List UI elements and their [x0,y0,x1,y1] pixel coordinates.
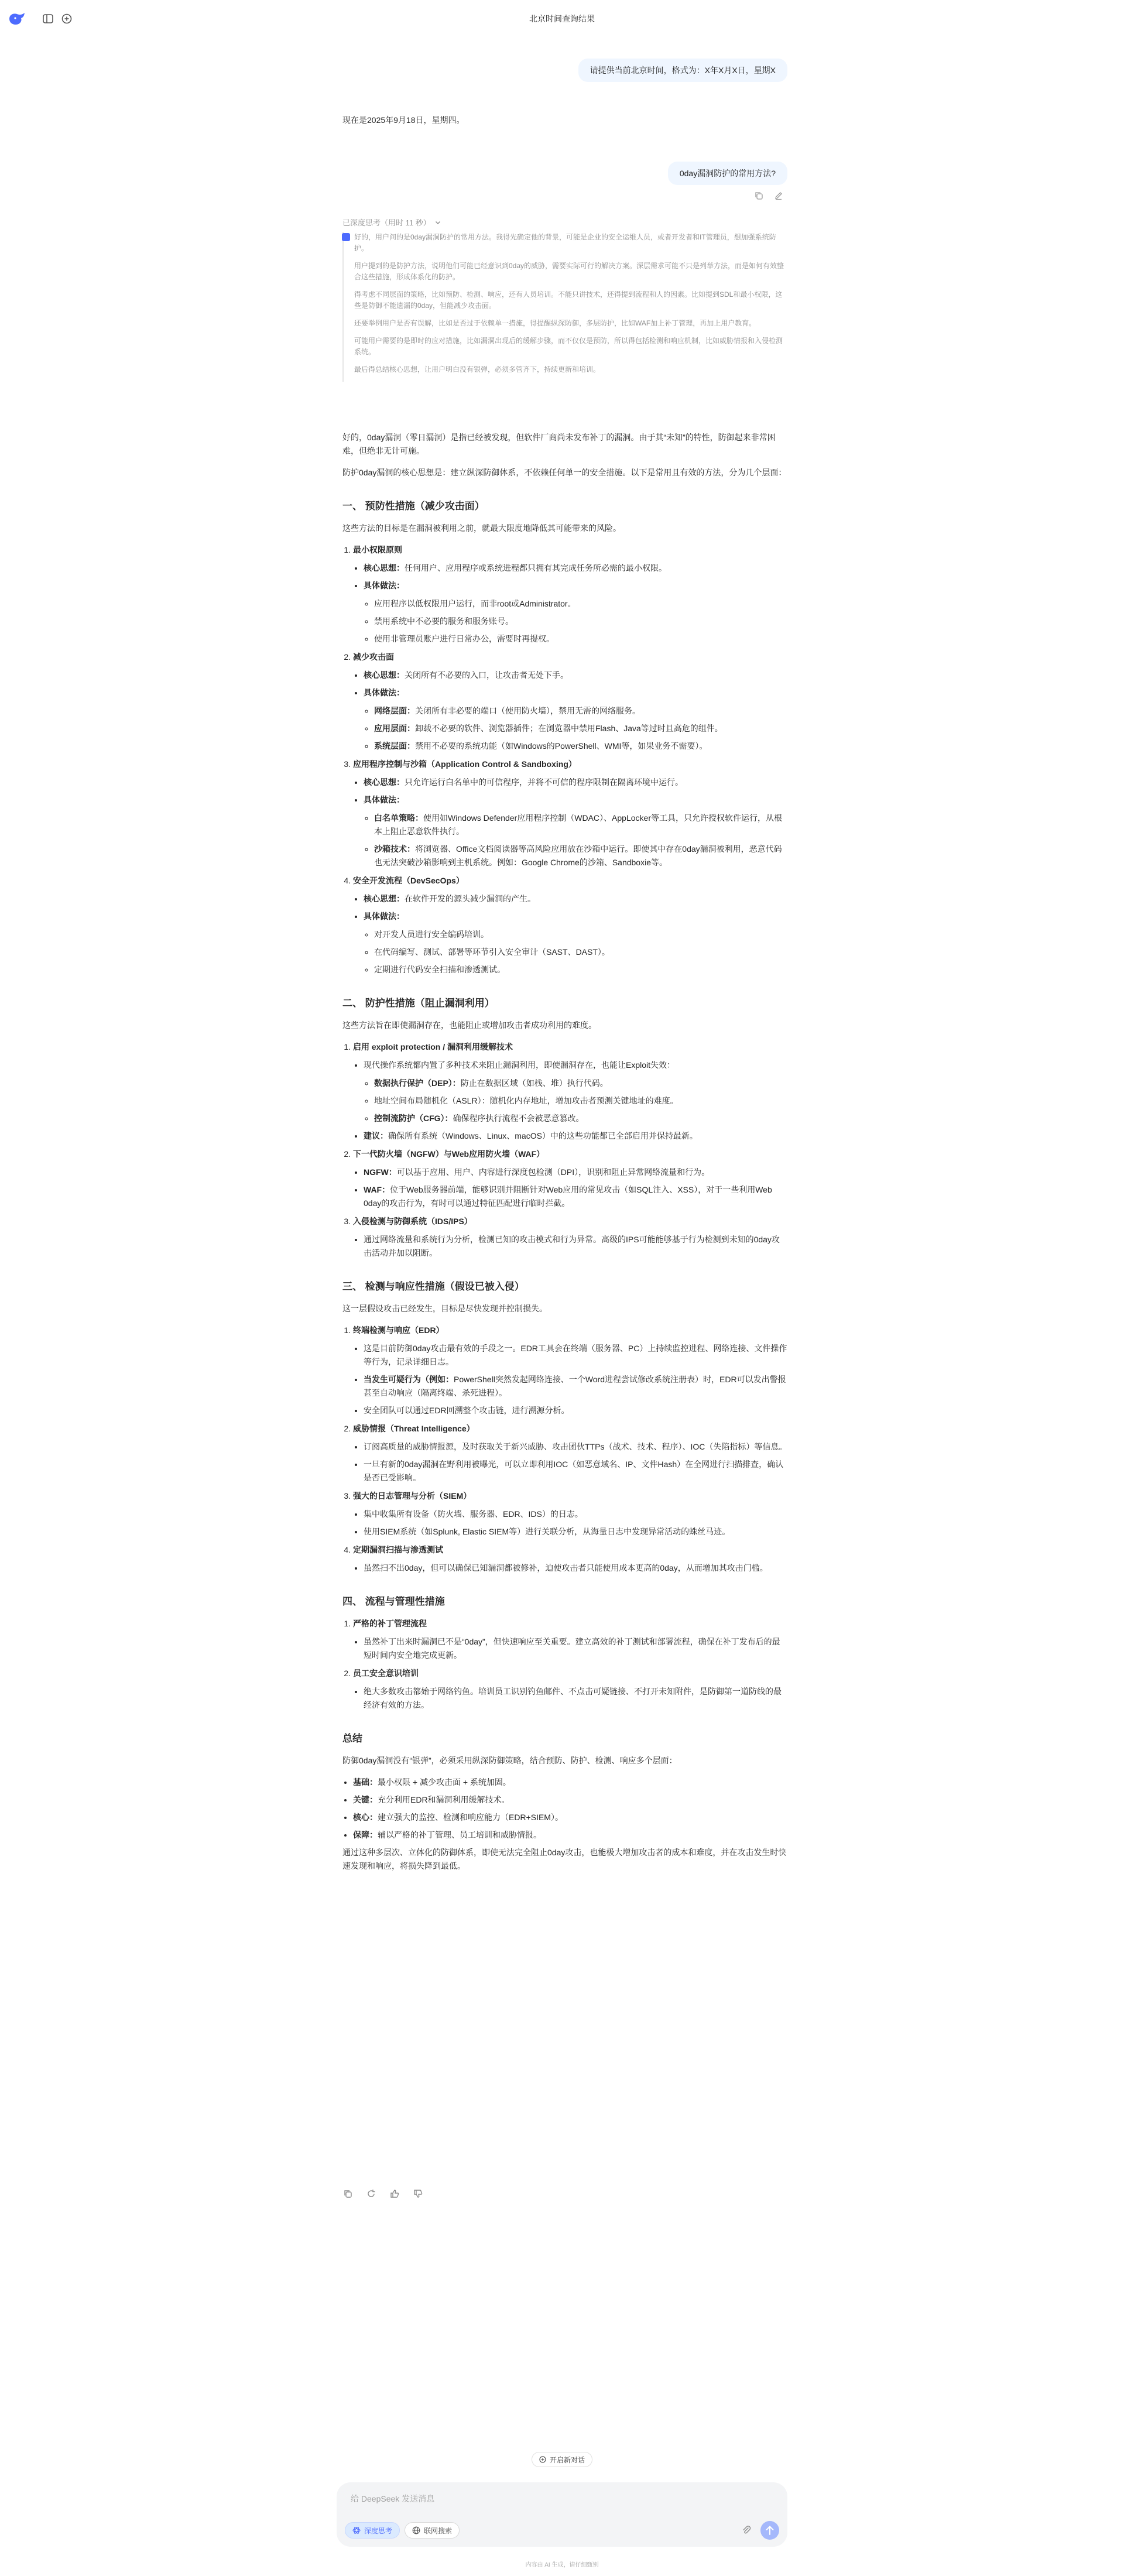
globe-icon [412,2526,420,2534]
section-intro: 这些方法的目标是在漏洞被利用之前，就最大限度地降低其可能带来的风险。 [342,523,621,533]
list-item: • 安全团队可以通过EDR回溯整个攻击链，进行溯源分析。 [364,1404,787,1417]
list-item: • 基础：最小权限 + 减少攻击面 + 系统加固。 [353,1776,787,1789]
list-item: • 绝大多数攻击都始于网络钓鱼。培训员工识别钓鱼邮件、不点击可疑链接、不打开未知附件，是防御第一道防线的最经济有效的方法。 [364,1685,787,1712]
list-item: ◦ 在代码编写、测试、部署等环节引入安全审计（SAST、DAST）。 [374,946,787,959]
chevron-down-icon [434,219,441,226]
disclaimer: 内容由 AI 生成，请仔细甄别 [525,2562,599,2568]
list-item: • 当发生可疑行为（例如：PowerShell突然发起网络连接、一个Word进程尝试修改系统注册表）时，EDR可以发出警报甚至自动响应（隔离终端、杀死进程）。 [364,1373,787,1400]
atom-icon [352,2526,361,2534]
list-item: 1. 严格的补丁管理流程 • 虽然补丁出来时漏洞已不是“0day”，但快速响应至关重要。建立高效的补丁测试和部署流程，确保在补丁发布后的最短时间内安全地完成更新。 [353,1617,787,1662]
section-intro: 这些方法旨在即使漏洞存在，也能阻止或增加攻击者成功利用的难度。 [342,1020,597,1030]
attach-icon[interactable] [741,2524,752,2536]
numbered-list [342,543,787,977]
section-heading: 总结 [342,1733,362,1744]
top-bar [0,0,1124,37]
numbered-list [342,1617,787,1712]
thumbs-up-icon[interactable] [389,2188,400,2199]
list-item: ◦ 应用程序以低权限用户运行，而非root或Administrator。 [374,597,787,611]
new-chat-icon [539,2456,546,2463]
list-item: • 核心思想：关闭所有不必要的入口，让攻击者无处下手。 [364,669,787,682]
list-item: • 具体做法： ◦ 应用程序以低权限用户运行，而非root或Administrator。 ◦ 禁用系统中不必要的服务和服务账号。 ◦ 使用非管理员账户进行日常办公，需要时再提权。 [364,579,787,646]
list-item: • 核心：建立强大的监控、检测和响应能力（EDR+SIEM）。 [353,1811,787,1824]
list-item: 1. 终端检测与响应（EDR） • 这是目前防御0day攻击最有效的手段之一。EDR工具会在终端（服务器、PC）上持续监控进程、网络连接、文件操作等行为，记录详细日志。 • 当发生可疑行为（例如：PowerShell突然发起网络连接、一个Word进程尝试修改系统注册表）时，EDR可以发出警报甚至自动响应（隔离终端、杀死进程）。 • 安全团队可以通过EDR回溯整个攻击链，进行溯源分析。 [353,1324,787,1417]
copy-icon[interactable] [342,2188,353,2199]
list-item: • 集中收集所有设备（防火墙、服务器、EDR、IDS）的日志。 [364,1508,787,1521]
thinking-icon [342,233,350,241]
message-input[interactable] [349,2492,762,2512]
list-item: 2. 下一代防火墙（NGFW）与Web应用防火墙（WAF） • NGFW：可以基于应用、用户、内容进行深度包检测（DPI），识别和阻止异常网络流量和行为。 • WAF：位于Web服务器前端，能够识别并阻断针对Web应用的常见攻击（如SQL注入、XSS），对于一些利用Web 0day的攻击行为，有时可以通过特征匹配进行临时拦截。 [353,1147,787,1210]
thinking-paragraph: 用户提到的是防护方法，说明他们可能已经意识到0day的威胁，需要实际可行的解决方案。深层需求可能不只是列举方法，而是如何有效整合这些措施，形成体系化的防护。 [354,262,784,281]
list-item: ◦ 使用非管理员账户进行日常办公，需要时再提权。 [374,632,787,646]
list-item: 1. 最小权限原则 • 核心思想：任何用户、应用程序或系统进程都只拥有其完成任务所必需的最小权限。 • 具体做法： ◦ 应用程序以低权限用户运行，而非root或Administrator。 ◦ 禁用系统中不必要的服务和服务账号。 ◦ 使用非管理员账户进行日常办公，需要时再提权。 [353,543,787,646]
send-icon [760,2521,779,2540]
deep-think-toggle[interactable] [345,2522,400,2539]
list-item: 2. 威胁情报（Threat Intelligence） • 订阅高质量的威胁情报源，及时获取关于新兴威胁、攻击团伙TTPs（战术、技术、程序）、IOC（失陷指标）等信息。 • 一旦有新的0day漏洞在野利用被曝光，可以立即利用IOC（如恶意域名、IP、文件Hash）在全网进行扫描排查，确认是否已受影响。 [353,1422,787,1485]
deep-think-label: 深度思考 [364,2526,393,2535]
list-item: 2. 减少攻击面 • 核心思想：关闭所有不必要的入口，让攻击者无处下手。 • 具体做法： ◦ 网络层面：关闭所有非必要的端口（使用防火墙），禁用无需的网络服务。 ◦ 应用层面：卸载不必要的软件、浏览器插件；在浏览器中禁用Flash、Java等过时且高危的组件。 ◦ 系统层面：禁用不必要的系统功能（如Windows的PowerShell、WMI等，如果业务不需要）。 [353,650,787,753]
section-heading: 四、 流程与管理性措施 [342,1596,445,1607]
section-heading: 一、 预防性措施（减少攻击面） [342,501,485,512]
list-item: • 虽然扫不出0day，但可以确保已知漏洞都被修补，迫使攻击者只能使用成本更高的0day，从而增加其攻击门槛。 [364,1561,787,1575]
thinking-paragraph: 还要举例用户是否有误解，比如是否过于依赖单一措施，得提醒纵深防御，多层防护，比如WAF加上补丁管理，再加上用户教育。 [354,319,756,327]
assistant-message: 现在是2025年9月18日，星期四。 [342,115,465,125]
list-item: ◦ 定期进行代码安全扫描和渗透测试。 [374,963,787,977]
section-heading: 三、 检测与响应性措施（假设已被入侵） [342,1281,525,1292]
list-item: • 建议：确保所有系统（Windows、Linux、macOS）中的这些功能都已全部启用并保持最新。 [364,1129,787,1143]
list-item: 3. 强大的日志管理与分析（SIEM） • 集中收集所有设备（防火墙、服务器、EDR、IDS）的日志。 • 使用SIEM系统（如Splunk, Elastic SIEM等）进行关联分析，从海量日志中发现异常活动的蛛丝马迹。 [353,1489,787,1539]
list-item: ◦ 对开发人员进行安全编码培训。 [374,928,787,941]
list-item: • 具体做法： ◦ 白名单策略：使用如Windows Defender应用程序控制（WDAC）、AppLocker等工具，只允许授权软件运行，从根本上阻止恶意软件执行。 ◦ 沙箱技术：将浏览器、Office文档阅读器等高风险应用放在沙箱中运行。即使其中存在0day漏洞被利用，恶意代码也无法突破沙箱影响到主机系统。例如：Google Chrome的沙箱、Sandboxie等。 [364,793,787,869]
list-item: • 核心思想：在软件开发的源头减少漏洞的产生。 [364,892,787,906]
list-item: • 关键：充分利用EDR和漏洞利用缓解技术。 [353,1793,787,1807]
thinking-toggle[interactable] [342,217,441,228]
thinking-paragraph: 好的，用户问的是0day漏洞防护的常用方法。我得先确定他的背景，可能是企业的安全运维人员，或者开发者和IT管理员，想加强系统防护。 [354,232,787,254]
edit-icon[interactable] [774,191,783,200]
list-item: • 核心思想：只允许运行白名单中的可信程序，并将不可信的程序限制在隔离环境中运行。 [364,776,787,789]
web-search-toggle[interactable] [405,2522,460,2539]
send-button[interactable] [760,2521,779,2540]
list-item: ◦ 禁用系统中不必要的服务和服务账号。 [374,615,787,628]
list-item: • 核心思想：任何用户、应用程序或系统进程都只拥有其完成任务所必需的最小权限。 [364,561,787,575]
numbered-list [342,1040,787,1260]
thinking-paragraph: 得考虑不同层面的策略，比如预防、检测、响应，还有人员培训。不能只讲技术，还得提到流程和人的因素。比如提到SDL和最小权限，这些是防御不能遗漏的0day，但能减少攻击面。 [354,290,783,310]
thinking-paragraph: 最后得总结核心思想，让用户明白没有银弹，必须多管齐下，持续更新和培训。 [354,365,601,374]
thinking-header: 已深度思考（用时 11 秒） [342,218,431,227]
summary-lead: 防御0day漏洞没有“银弹”，必须采用纵深防御策略，结合预防、防护、检测、响应多个层面： [342,1756,677,1765]
new-chat-button[interactable] [532,2452,592,2467]
assistant-answer [342,431,787,1881]
list-item: • 具体做法： ◦ 网络层面：关闭所有非必要的端口（使用防火墙），禁用无需的网络服务。 ◦ 应用层面：卸载不必要的软件、浏览器插件；在浏览器中禁用Flash、Java等过时且高危的组件。 ◦ 系统层面：禁用不必要的系统功能（如Windows的PowerShell、WMI等，如果业务不需要）。 [364,686,787,753]
summary-closing: 通过这种多层次、立体化的防御体系，即使无法完全阻止0day攻击，也能极大增加攻击者的成本和难度，并在攻击发生时快速发现和响应，将损失降到最低。 [342,1848,787,1871]
list-item: 2. 员工安全意识培训 • 绝大多数攻击都始于网络钓鱼。培训员工识别钓鱼邮件、不点击可疑链接、不打开未知附件，是防御第一道防线的最经济有效的方法。 [353,1667,787,1712]
list-item: ◦ 数据执行保护（DEP）：防止在数据区域（如栈、堆）执行代码。 [374,1077,787,1090]
assistant-message-tools [342,2188,423,2199]
user-message: 请提供当前北京时间，格式为：X年X月X日，星期X [578,59,787,82]
list-item: • 这是目前防御0day攻击最有效的手段之一。EDR工具会在终端（服务器、PC）上持续监控进程、网络连接、文件操作等行为，记录详细日志。 [364,1342,787,1369]
list-item: 3. 应用程序控制与沙箱（Application Control & Sandboxing） • 核心思想：只允许运行白名单中的可信程序，并将不可信的程序限制在隔离环境中运行。 • 具体做法： ◦ 白名单策略：使用如Windows Defender应用程序控制（WDAC）、AppLocker等工具，只允许授权软件运行，从根本上阻止恶意软件执行。 ◦ 沙箱技术：将浏览器、Office文档阅读器等高风险应用放在沙箱中运行。即使其中存在0day漏洞被利用，恶意代码也无法突破沙箱影响到主机系统。例如：Google Chrome的沙箱、Sandboxie等。 [353,758,787,869]
summary-list [342,1776,787,1842]
list-item: 4. 定期漏洞扫描与渗透测试 • 虽然扫不出0day，但可以确保已知漏洞都被修补，迫使攻击者只能使用成本更高的0day，从而增加其攻击门槛。 [353,1543,787,1575]
thinking-content [342,232,787,382]
list-item: • 一旦有新的0day漏洞在野利用被曝光，可以立即利用IOC（如恶意域名、IP、文件Hash）在全网进行扫描排查，确认是否已受影响。 [364,1458,787,1485]
answer-core: 防护0day漏洞的核心思想是：建立纵深防御体系，不依赖任何单一的安全措施。以下是常用且有效的方法，分为几个层面： [342,468,787,477]
list-item: • 保障：辅以严格的补丁管理、员工培训和威胁情报。 [353,1828,787,1842]
list-item: 1. 启用 exploit protection / 漏洞利用缓解技术 • 现代操作系统都内置了多种技术来阻止漏洞利用，即使漏洞存在，也能让Exploit失效： ◦ 数据执行保护（DEP）：防止在数据区域（如栈、堆）执行代码。 ◦ 地址空间布局随机化（ASLR）：随机化内存地址，增加攻击者预测关键地址的难度。 ◦ 控制流防护（CFG）：确保程序执行流程不会被恶意篡改。 • 建议：确保所有系统（Windows、Linux、macOS）中的这些功能都已全部启用并保持最新。 [353,1040,787,1143]
list-item: ◦ 地址空间布局随机化（ASLR）：随机化内存地址，增加攻击者预测关键地址的难度。 [374,1094,787,1108]
answer-intro: 好的，0day漏洞（零日漏洞）是指已经被发现，但软件厂商尚未发布补丁的漏洞。由于其“未知”的特性，防御起来非常困难，但绝非无计可施。 [342,433,776,455]
regenerate-icon[interactable] [366,2188,376,2199]
section-intro: 这一层假设攻击已经发生，目标是尽快发现并控制损失。 [342,1304,547,1313]
message-composer [337,2482,787,2547]
list-item: • 现代操作系统都内置了多种技术来阻止漏洞利用，即使漏洞存在，也能让Exploit失效： ◦ 数据执行保护（DEP）：防止在数据区域（如栈、堆）执行代码。 ◦ 地址空间布局随机化（ASLR）：随机化内存地址，增加攻击者预测关键地址的难度。 ◦ 控制流防护（CFG）：确保程序执行流程不会被恶意篡改。 [364,1059,787,1125]
list-item: • 订阅高质量的威胁情报源，及时获取关于新兴威胁、攻击团伙TTPs（战术、技术、程序）、IOC（失陷指标）等信息。 [364,1440,787,1454]
web-search-label: 联网搜索 [424,2526,453,2535]
list-item: ◦ 沙箱技术：将浏览器、Office文档阅读器等高风险应用放在沙箱中运行。即使其中存在0day漏洞被利用，恶意代码也无法突破沙箱影响到主机系统。例如：Google Chrome的沙箱、Sandboxie等。 [374,842,787,869]
numbered-list [342,1324,787,1575]
page-title: 北京时间查询结果 [529,14,595,23]
list-item: ◦ 白名单策略：使用如Windows Defender应用程序控制（WDAC）、AppLocker等工具，只允许授权软件运行，从根本上阻止恶意软件执行。 [374,811,787,838]
list-item: ◦ 控制流防护（CFG）：确保程序执行流程不会被恶意篡改。 [374,1112,787,1125]
new-chat-label: 开启新对话 [550,2455,585,2464]
list-item: • 具体做法： ◦ 对开发人员进行安全编码培训。 ◦ 在代码编写、测试、部署等环节引入安全审计（SAST、DAST）。 ◦ 定期进行代码安全扫描和渗透测试。 [364,910,787,977]
list-item: • 通过网络流量和系统行为分析，检测已知的攻击模式和行为异常。高级的IPS可能能够基于行为检测到未知的0day攻击活动并加以阻断。 [364,1233,787,1260]
list-item: ◦ 系统层面：禁用不必要的系统功能（如Windows的PowerShell、WMI等，如果业务不需要）。 [374,739,787,753]
user-message: 0day漏洞防护的常用方法? [668,162,787,185]
list-item: 4. 安全开发流程（DevSecOps） • 核心思想：在软件开发的源头减少漏洞的产生。 • 具体做法： ◦ 对开发人员进行安全编码培训。 ◦ 在代码编写、测试、部署等环节引入安全审计（SAST、DAST）。 ◦ 定期进行代码安全扫描和渗透测试。 [353,874,787,977]
list-item: • 使用SIEM系统（如Splunk, Elastic SIEM等）进行关联分析，从海量日志中发现异常活动的蛛丝马迹。 [364,1525,787,1539]
list-item: • WAF：位于Web服务器前端，能够识别并阻断针对Web应用的常见攻击（如SQL注入、XSS），对于一些利用Web 0day的攻击行为，有时可以通过特征匹配进行临时拦截。 [364,1183,787,1210]
list-item: • 虽然补丁出来时漏洞已不是“0day”，但快速响应至关重要。建立高效的补丁测试和部署流程，确保在补丁发布后的最短时间内安全地完成更新。 [364,1635,787,1662]
thumbs-down-icon[interactable] [413,2188,423,2199]
user-message-tools [754,191,783,200]
list-item: • NGFW：可以基于应用、用户、内容进行深度包检测（DPI），识别和阻止异常网络流量和行为。 [364,1166,787,1179]
list-item: ◦ 应用层面：卸载不必要的软件、浏览器插件；在浏览器中禁用Flash、Java等过时且高危的组件。 [374,722,787,735]
thinking-paragraph: 可能用户需要的是即时的应对措施，比如漏洞出现后的缓解步骤，而不仅仅是预防，所以得包括检测和响应机制，比如威胁情报和入侵检测系统。 [354,337,783,356]
section-heading: 二、 防护性措施（阻止漏洞利用） [342,998,495,1009]
list-item: ◦ 网络层面：关闭所有非必要的端口（使用防火墙），禁用无需的网络服务。 [374,704,787,718]
copy-icon[interactable] [754,191,763,200]
list-item: 3. 入侵检测与防御系统（IDS/IPS） • 通过网络流量和系统行为分析，检测已知的攻击模式和行为异常。高级的IPS可能能够基于行为检测到未知的0day攻击活动并加以阻断。 [353,1215,787,1260]
